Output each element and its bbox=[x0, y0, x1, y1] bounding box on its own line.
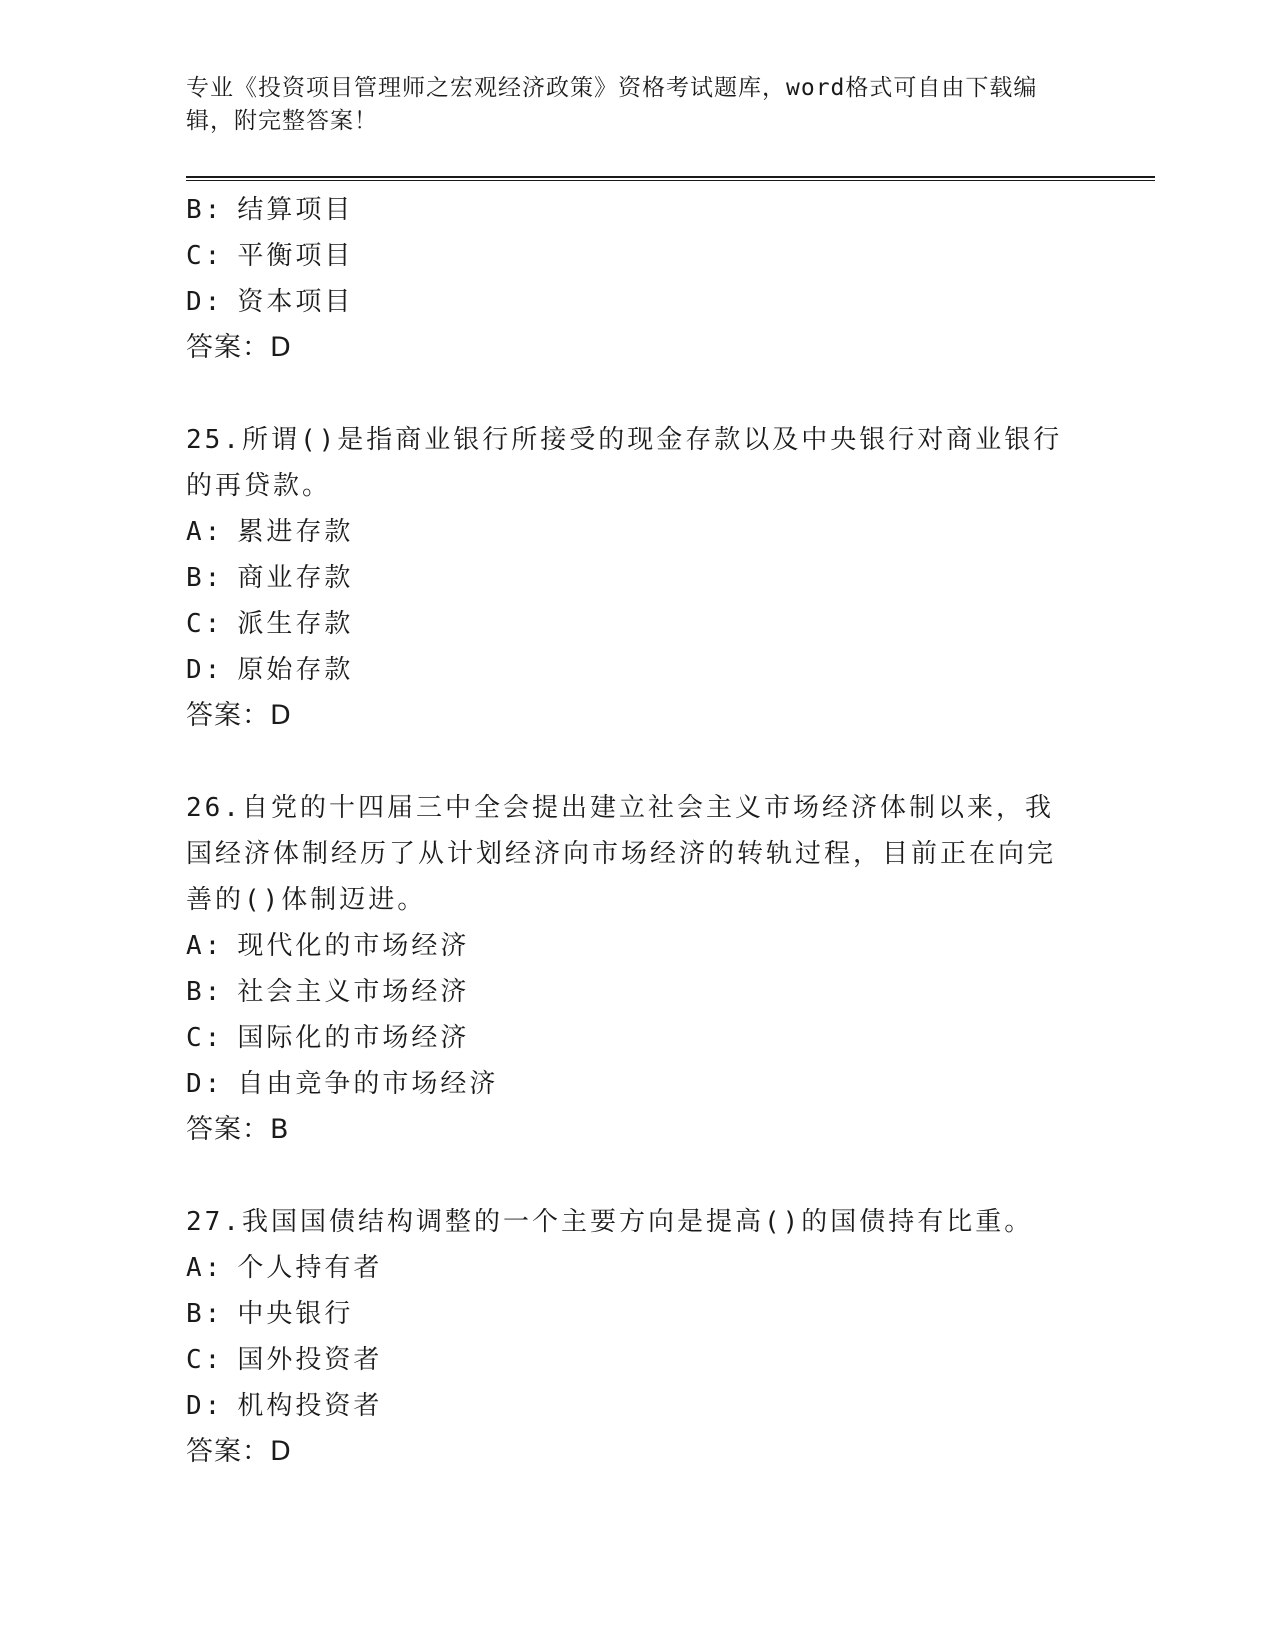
option-c bbox=[186, 1337, 1086, 1383]
option-letter: C: bbox=[186, 1345, 224, 1375]
option-text: 国际化的市场经济 bbox=[237, 1023, 470, 1053]
option-letter: C: bbox=[186, 1023, 224, 1053]
option-c bbox=[186, 1015, 1086, 1061]
option-a bbox=[186, 1245, 1086, 1291]
option-d bbox=[186, 1061, 1086, 1107]
option-b bbox=[186, 1291, 1086, 1337]
option-letter: D: bbox=[186, 1069, 224, 1099]
option-text: 结算项目 bbox=[237, 195, 354, 225]
option-text: 派生存款 bbox=[237, 609, 354, 639]
option-a bbox=[186, 509, 1086, 555]
option-letter: A: bbox=[186, 517, 224, 547]
option-text: 原始存款 bbox=[237, 655, 354, 685]
option-b bbox=[186, 969, 1086, 1015]
option-text: 机构投资者 bbox=[237, 1391, 383, 1421]
option-c bbox=[186, 601, 1086, 647]
option-text: 国外投资者 bbox=[237, 1345, 383, 1375]
option-a bbox=[186, 923, 1086, 969]
answer-line: 答案：D bbox=[186, 700, 292, 731]
option-letter: B: bbox=[186, 1299, 224, 1329]
question-stem: 25.所谓()是指商业银行所接受的现金存款以及中央银行对商业银行的再贷款。 bbox=[186, 425, 1063, 501]
option-text: 现代化的市场经济 bbox=[237, 931, 470, 961]
option-b bbox=[186, 187, 1086, 233]
option-letter: C: bbox=[186, 241, 224, 271]
page-header: 专业《投资项目管理师之宏观经济政策》资格考试题库，word格式可自由下载编辑，附完整答案！ bbox=[186, 75, 1038, 134]
option-d bbox=[186, 647, 1086, 693]
question-stem: 26.自党的十四届三中全会提出建立社会主义市场经济体制以来，我国经济体制经历了从计划经济向市场经济的转轨过程，目前正在向完善的()体制迈进。 bbox=[186, 793, 1057, 915]
option-letter: A: bbox=[186, 931, 224, 961]
option-letter: A: bbox=[186, 1253, 224, 1283]
option-b bbox=[186, 555, 1086, 601]
option-letter: B: bbox=[186, 195, 224, 225]
option-d bbox=[186, 1383, 1086, 1429]
option-letter: C: bbox=[186, 609, 224, 639]
option-text: 社会主义市场经济 bbox=[237, 977, 470, 1007]
option-c bbox=[186, 233, 1086, 279]
answer-line: 答案：D bbox=[186, 1436, 292, 1467]
question-list bbox=[186, 187, 1086, 1475]
option-text: 自由竞争的市场经济 bbox=[237, 1069, 499, 1099]
option-text: 个人持有者 bbox=[237, 1253, 383, 1283]
option-letter: D: bbox=[186, 1391, 224, 1421]
option-letter: D: bbox=[186, 287, 224, 317]
option-text: 商业存款 bbox=[237, 563, 354, 593]
option-text: 平衡项目 bbox=[237, 241, 354, 271]
answer-line: 答案：D bbox=[186, 332, 292, 363]
option-text: 中央银行 bbox=[237, 1299, 354, 1329]
header-divider bbox=[186, 176, 1155, 181]
option-letter: B: bbox=[186, 563, 224, 593]
option-letter: D: bbox=[186, 655, 224, 685]
answer-line: 答案：B bbox=[186, 1114, 290, 1145]
question-stem: 27.我国国债结构调整的一个主要方向是提高()的国债持有比重。 bbox=[186, 1207, 1034, 1237]
option-text: 资本项目 bbox=[237, 287, 354, 317]
option-letter: B: bbox=[186, 977, 224, 1007]
option-d bbox=[186, 279, 1086, 325]
option-text: 累进存款 bbox=[237, 517, 354, 547]
